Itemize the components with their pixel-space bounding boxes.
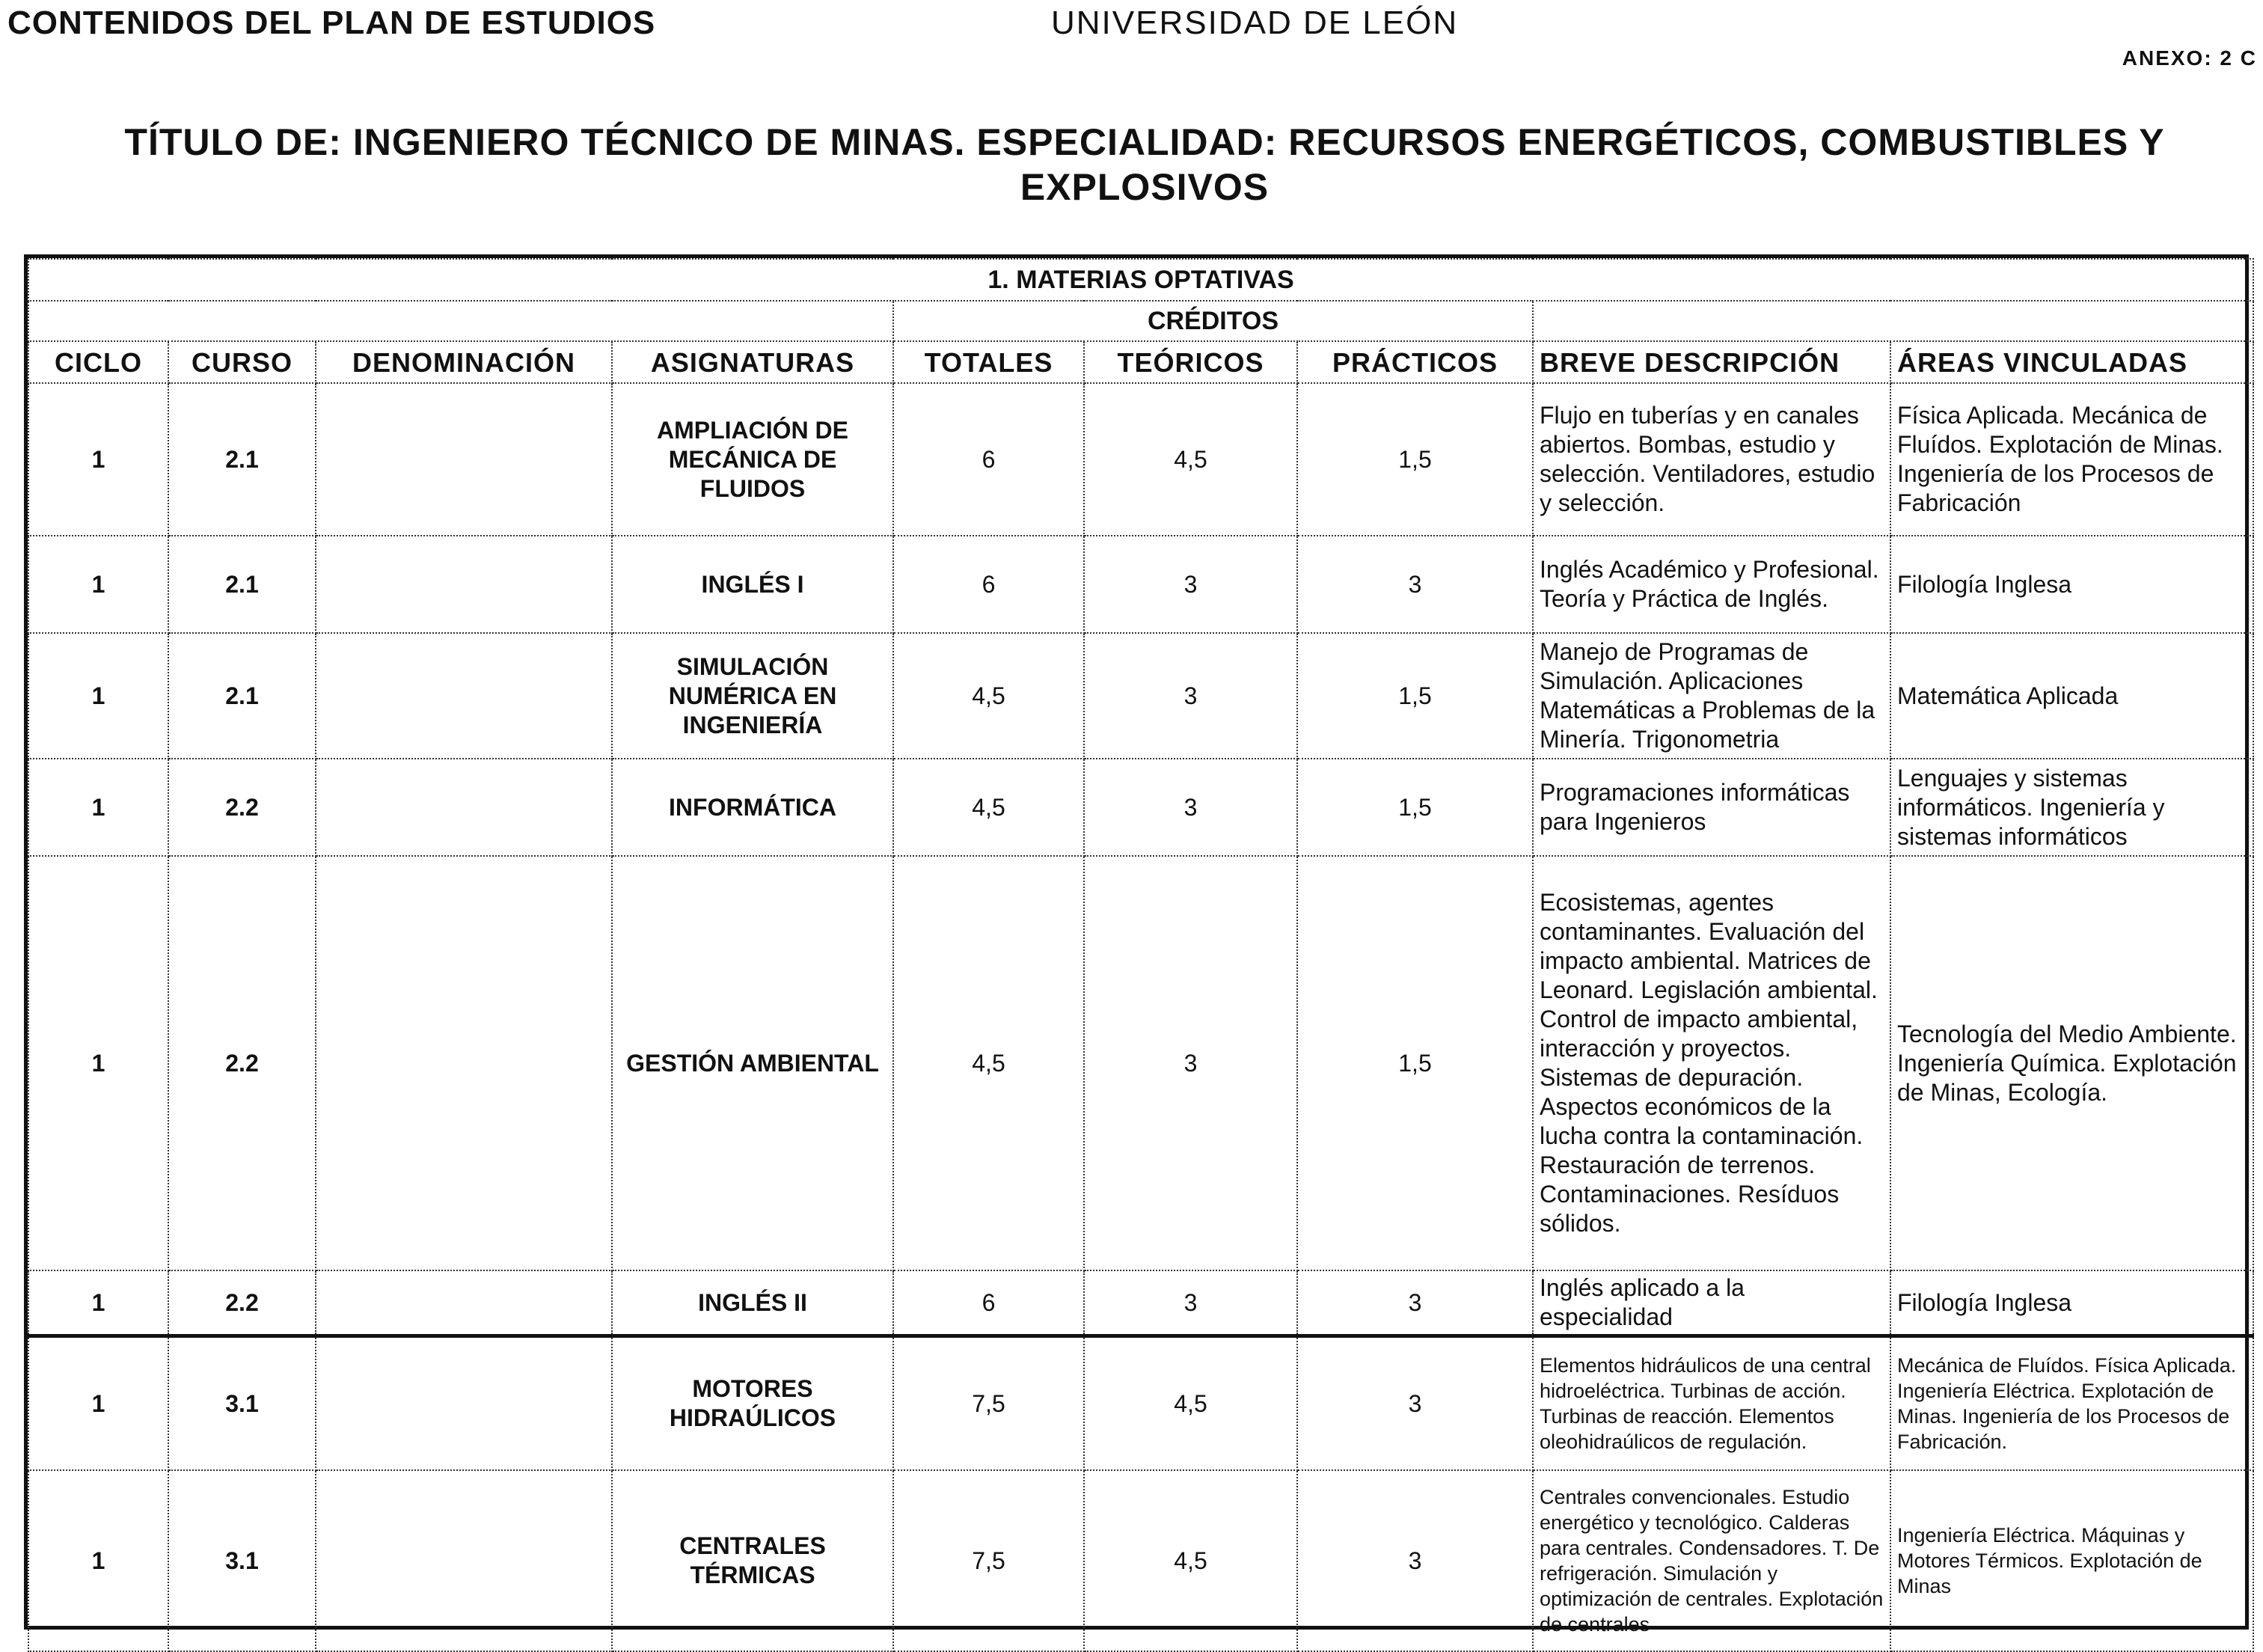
col-header-asignaturas: ASIGNATURAS (612, 341, 893, 383)
cell-practicos: 1,5 (1297, 633, 1533, 759)
cell-areas: Matemática Aplicada (1890, 633, 2253, 759)
university-name: UNIVERSIDAD DE LEÓN (1051, 4, 1459, 41)
cell-curso: 2.2 (168, 856, 316, 1270)
cell-curso: 2.1 (168, 633, 316, 759)
cell-totales: 4,5 (893, 856, 1084, 1270)
cell-asignatura: INFORMÁTICA (612, 759, 893, 856)
cell-totales: 6 (893, 536, 1084, 633)
cell-practicos: 3 (1297, 1336, 1533, 1471)
cell-ciclo: 1 (28, 856, 168, 1270)
cell-denominacion (316, 1336, 612, 1471)
table-row (28, 856, 2253, 1270)
cell-asignatura: CENTRALES TÉRMICAS (612, 1470, 893, 1651)
col-header-practicos: PRÁCTICOS (1297, 341, 1533, 383)
col-header-curso: CURSO (168, 341, 316, 383)
cell-denominacion (316, 1270, 612, 1336)
cell-curso: 2.1 (168, 536, 316, 633)
cell-curso: 3.1 (168, 1336, 316, 1471)
cell-asignatura: SIMULACIÓN NUMÉRICA EN INGENIERÍA (612, 633, 893, 759)
cell-totales: 7,5 (893, 1336, 1084, 1471)
table-row (28, 759, 2253, 856)
cell-asignatura: AMPLIACIÓN DE MECÁNICA DE FLUIDOS (612, 383, 893, 536)
cell-curso: 2.2 (168, 1270, 316, 1336)
table-row (28, 1336, 2253, 1471)
cell-curso: 2.2 (168, 759, 316, 856)
cell-totales: 4,5 (893, 633, 1084, 759)
document-title (120, 120, 2169, 209)
table-row (28, 1270, 2253, 1336)
cell-ciclo: 1 (28, 1270, 168, 1336)
annex-label: ANEXO: 2 C (2122, 46, 2257, 70)
cell-teoricos: 3 (1084, 1270, 1297, 1336)
cell-areas: Filología Inglesa (1890, 536, 2253, 633)
cell-denominacion (316, 856, 612, 1270)
table-row (28, 1470, 2253, 1651)
cell-asignatura: MOTORES HIDRAÚLICOS (612, 1336, 893, 1471)
cell-descripcion: Manejo de Programas de Simulación. Aplicaciones Matemáticas a Problemas de la Minería. Trigonometria (1533, 633, 1890, 759)
cell-practicos: 3 (1297, 1470, 1533, 1651)
cell-teoricos: 4,5 (1084, 383, 1297, 536)
cell-asignatura: GESTIÓN AMBIENTAL (612, 856, 893, 1270)
credits-spacer-right (1533, 301, 2253, 341)
cell-teoricos: 3 (1084, 856, 1297, 1270)
cell-descripcion: Inglés aplicado a la especialidad (1533, 1270, 1890, 1336)
cell-asignatura: INGLÉS II (612, 1270, 893, 1336)
col-header-denominacion: DENOMINACIÓN (316, 341, 612, 383)
cell-areas: Filología Inglesa (1890, 1270, 2253, 1336)
cell-areas: Ingeniería Eléctrica. Máquinas y Motores Térmicos. Explotación de Minas (1890, 1470, 2253, 1651)
cell-descripcion: Ecosistemas, agentes contaminantes. Evaluación del impacto ambiental. Matrices de Leonard. Legislación ambiental. Control de impacto ambiental, interacción y proyectos. Sistemas de depuración. Aspectos económicos de la lucha contra la contaminación. Restauración de terrenos. Contaminaciones. Resíduos sólidos. (1533, 856, 1890, 1270)
cell-ciclo: 1 (28, 1336, 168, 1471)
cell-areas: Tecnología del Medio Ambiente. Ingeniería Química. Explotación de Minas, Ecología. (1890, 856, 2253, 1270)
cell-descripcion: Inglés Académico y Profesional. Teoría y Práctica de Inglés. (1533, 536, 1890, 633)
cell-teoricos: 3 (1084, 759, 1297, 856)
cell-denominacion (316, 536, 612, 633)
col-header-teoricos: TEÓRICOS (1084, 341, 1297, 383)
cell-totales: 4,5 (893, 759, 1084, 856)
cell-denominacion (316, 1470, 612, 1651)
cell-denominacion (316, 383, 612, 536)
cell-practicos: 1,5 (1297, 856, 1533, 1270)
col-header-ciclo: CICLO (28, 341, 168, 383)
cell-areas: Lenguajes y sistemas informáticos. Ingeniería y sistemas informáticos (1890, 759, 2253, 856)
cell-ciclo: 1 (28, 759, 168, 856)
cell-descripcion: Elementos hidráulicos de una central hidroeléctrica. Turbinas de acción. Turbinas de reacción. Elementos oleohidraúlicos de regulación. (1533, 1336, 1890, 1471)
cell-practicos: 3 (1297, 536, 1533, 633)
cell-teoricos: 4,5 (1084, 1336, 1297, 1471)
cell-practicos: 1,5 (1297, 759, 1533, 856)
document-header-left: CONTENIDOS DEL PLAN DE ESTUDIOS (7, 4, 656, 41)
title-line-1: TÍTULO DE: INGENIERO TÉCNICO DE MINAS. ESPECIALIDAD: RECURSOS ENERGÉTICOS, COMBUSTIBLES Y (124, 121, 2165, 163)
cell-ciclo: 1 (28, 1470, 168, 1651)
cell-ciclo: 1 (28, 536, 168, 633)
cell-areas: Mecánica de Fluídos. Física Aplicada. Ingeniería Eléctrica. Explotación de Minas. Ingeniería de los Procesos de Fabricación. (1890, 1336, 2253, 1471)
cell-curso: 3.1 (168, 1470, 316, 1651)
cell-areas: Física Aplicada. Mecánica de Fluídos. Explotación de Minas. Ingeniería de los Procesos de Fabricación (1890, 383, 2253, 536)
cell-totales: 7,5 (893, 1470, 1084, 1651)
title-line-2: EXPLOSIVOS (1020, 166, 1270, 208)
col-header-totales: TOTALES (893, 341, 1084, 383)
credits-group-header: CRÉDITOS (893, 301, 1533, 341)
cell-teoricos: 4,5 (1084, 1470, 1297, 1651)
cell-teoricos: 3 (1084, 536, 1297, 633)
cell-practicos: 1,5 (1297, 383, 1533, 536)
cell-curso: 2.1 (168, 383, 316, 536)
cell-descripcion: Centrales convencionales. Estudio energético y tecnológico. Calderas para centrales. Condensadores. T. De refrigeración. Simulación y optimización de centrales. Explotación de centrales (1533, 1470, 1890, 1651)
cell-descripcion: Programaciones informáticas para Ingenieros (1533, 759, 1890, 856)
col-header-descripcion: BREVE DESCRIPCIÓN (1533, 341, 1890, 383)
cell-ciclo: 1 (28, 383, 168, 536)
cell-asignatura: INGLÉS I (612, 536, 893, 633)
cell-denominacion (316, 759, 612, 856)
cell-ciclo: 1 (28, 633, 168, 759)
cell-denominacion (316, 633, 612, 759)
optional-subjects-table (24, 254, 2249, 1636)
cell-descripcion: Flujo en tuberías y en canales abiertos. Bombas, estudio y selección. Ventiladores, estudio y selección. (1533, 383, 1890, 536)
table-row (28, 536, 2253, 633)
col-header-areas: ÁREAS VINCULADAS (1890, 341, 2253, 383)
table-row (28, 633, 2253, 759)
section-title: 1. MATERIAS OPTATIVAS (28, 259, 2253, 301)
cell-teoricos: 3 (1084, 633, 1297, 759)
cell-totales: 6 (893, 1270, 1084, 1336)
credits-spacer-left (28, 301, 893, 341)
cell-totales: 6 (893, 383, 1084, 536)
table-row (28, 383, 2253, 536)
cell-practicos: 3 (1297, 1270, 1533, 1336)
